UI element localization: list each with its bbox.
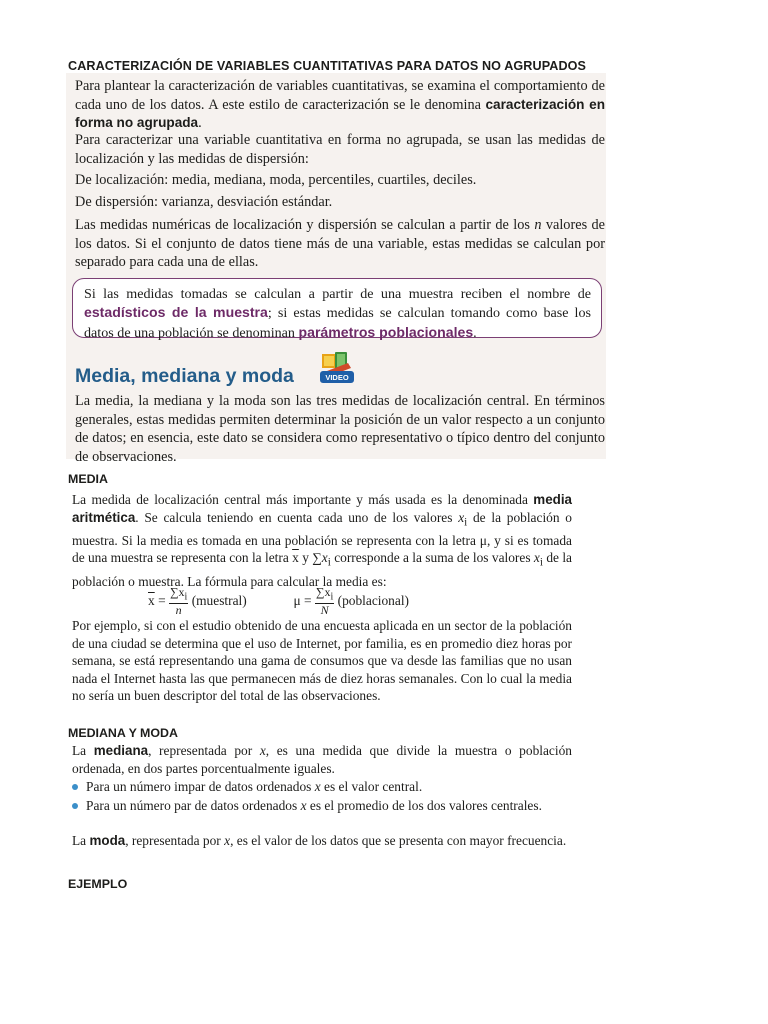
intro-paragraph-5: Las medidas numéricas de localización y dispersión se calculan a partir de los n valores de los datos. Si el conjunto de datos tiene más de una variable, estas medidas se calculan por separado para cada una de ellas. xyxy=(75,217,605,271)
intro-paragraph-4: De dispersión: varianza, desviación estándar. xyxy=(75,194,333,210)
video-label: VIDEO xyxy=(325,373,349,382)
bullet-dot-icon xyxy=(72,784,78,790)
mean-formula: $\overline{x}$ = $\frac{\sum x_i}{n}$ (muestral) μ = $\frac{\sum x_i}{N}$ (poblacional) xyxy=(148,585,409,618)
intro-paragraph-2: Para caracterizar una variable cuantitativa en forma no agrupada, se usan las medidas de localización y las medidas de dispersión: xyxy=(75,132,605,167)
callout-box: Si las medidas tomadas se calculan a partir de una muestra reciben el nombre de estadísticos de la muestra; si estas medidas se calculan tomando como base los datos de una población se denominan parámetros poblacionales. xyxy=(72,278,602,338)
formula-xbar: $\overline{x}$ xyxy=(148,592,155,608)
mediana-heading: MEDIANA Y MODA xyxy=(68,726,178,740)
top-title: CARACTERIZACIÓN DE VARIABLES CUANTITATIVAS PARA DATOS NO AGRUPADOS xyxy=(68,59,587,73)
media-paragraph-2: Por ejemplo, si con el estudio obtenido de una encuesta aplicada en un sector de la población de una ciudad se determina que el uso de Internet, por familia, es en promedio diez horas por semana, se está representando una gama de consumos que va desde las familias que no usan nada el Internet hasta las que permanecen más de diez horas semanales. Con lo cual la media no sería un buen descriptor del total de las observaciones. xyxy=(72,618,572,704)
mediana-bullet-1: Para un número impar de datos ordenados x es el valor central. xyxy=(72,779,572,796)
formula-fraction-population: $\frac{\sum x_i}{N}$ xyxy=(315,585,334,618)
section-heading: Media, mediana y moda xyxy=(75,365,294,387)
intro-paragraph-3: De localización: media, mediana, moda, percentiles, cuartiles, deciles. xyxy=(75,172,477,188)
ejemplo-heading: EJEMPLO xyxy=(68,877,128,891)
video-icon[interactable] xyxy=(318,351,358,385)
media-heading: MEDIA xyxy=(68,472,108,486)
section-intro: La media, la mediana y la moda son las tres medidas de localización central. En términos generales, estas medidas permiten determinar la posición de un valor respecto a un conjunto de datos; en esencia, este dato se considera como representativo o típico dentro del conjunto de observaciones. xyxy=(75,393,605,465)
bullet-dot-icon xyxy=(72,803,78,809)
mediana-paragraph-1: La mediana, representada por x, es una medida que divide la muestra o población ordenada, en dos partes porcentualmente iguales. xyxy=(72,743,572,776)
formula-fraction-sample: $\frac{\sum x_i}{n}$ xyxy=(169,585,188,618)
moda-paragraph: La moda, representada por x, es el valor de los datos que se presenta con mayor frecuencia. xyxy=(72,833,567,848)
mediana-bullet-2: Para un número par de datos ordenados x es el promedio de los dos valores centrales. xyxy=(72,798,572,815)
intro-paragraph-1: Para plantear la caracterización de variables cuantitativas, se examina el comportamiento de cada uno de los datos. A este estilo de caracterización se le denomina caracterización en forma no agrupada. xyxy=(75,78,606,132)
media-paragraph-1: La medida de localización central más importante y más usada es la denominada media aritmética. Se calcula teniendo en cuenta cada uno de los valores $x_i$ de la población o muestra. Si la media es tomada en una población se representa con la letra μ, y si es tomada de una muestra se representa con la letra $\overline{x}$ y $\sum x_i$ corresponde a la suma de los valores $x_i$ de la población o muestra. La fórmula para calcular la media es: xyxy=(72,492,572,589)
